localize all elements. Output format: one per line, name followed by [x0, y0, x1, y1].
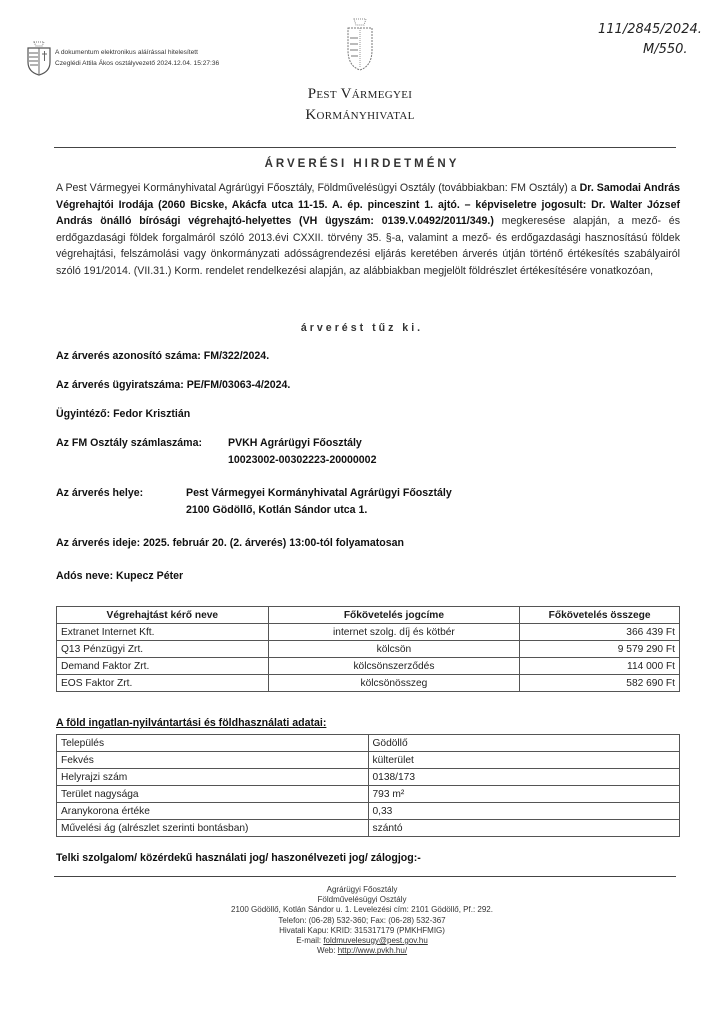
email-label: E-mail: [296, 936, 324, 946]
footer-division: Földművelésügyi Osztály [317, 895, 407, 905]
land-field-label: Település [57, 735, 369, 752]
table-row [57, 641, 680, 658]
announcement: árverést tűz ki. [300, 322, 424, 334]
claim-amount: 582 690 Ft [520, 675, 680, 692]
column-header: Főkövetelés összege [520, 607, 680, 624]
auction-date: Az árverés ideje: 2025. február 20. (2. árverés) 13:00-tól folyamatosan [56, 537, 404, 549]
claim-title: kölcsönösszeg [268, 675, 520, 692]
handwritten-sub-number: M/550. [643, 42, 688, 57]
intro-bold-text: Dr. Samodai András Végrehajtói Irodája (2060 Bicske, Akácfa utca 11-15. A. ép. pinceszint 1. ajtó. – képviseletre jogosult: Dr. Walter József András önálló bírósági végrehajtó-helyettes (VH ügyszám: 0139.V.0492/2011/349.) [56, 182, 681, 227]
case-number: Az árverés ügyiratszáma: PE/FM/03063-4/2024. [56, 379, 291, 391]
claim-title: internet szolg. díj és kötbér [268, 624, 520, 641]
table-row [57, 820, 680, 837]
footer-krid: Hivatali Kapu: KRID: 315317179 (PMKHFMIG) [279, 925, 445, 935]
handwritten-file-number: 111/2845/2024. [598, 22, 702, 37]
claim-amount: 9 579 290 Ft [520, 641, 680, 658]
table-row [57, 803, 680, 820]
land-field-value: 793 m² [368, 786, 680, 803]
footer-divider [54, 876, 676, 877]
claim-amount: 366 439 Ft [520, 624, 680, 641]
footer-department: Agrárügyi Főosztály [326, 885, 398, 894]
claim-title: kölcsön [268, 641, 520, 658]
intro-paragraph [56, 180, 680, 279]
table-row [57, 675, 680, 692]
table-row [57, 752, 680, 769]
land-field-value: 0138/173 [368, 769, 680, 786]
land-field-label: Művelési ág (alrészlet szerinti bontásban) [57, 820, 369, 837]
auction-id: Az árverés azonosító száma: FM/322/2024. [56, 350, 270, 362]
creditor-name: Demand Faktor Zrt. [57, 658, 269, 675]
esignature-line-2: Czeglédi Attila Ákos osztályvezető 2024.12.04. 15:27:36 [55, 60, 220, 67]
creditor-name: Extranet Internet Kft. [57, 624, 269, 641]
intro-text-2: megkeresése alapján, a mező- és erdőgazdasági földek forgalmáról szóló 2013.évi CXXII. törvény 35. §-a, valamint a mező- és erdőgazdasági hasznosítású földek végrehajtási, felszámolási vagy önkormányzati adósságrendezési eljárás keretében árverés útján történő értékesítés szabályairól szóló 191/2014. (VII.31.) Korm. rendelet rendelkezési alapján, az alábbiakban megjelölt földrészlet értékesítésére vonatkozóan, [56, 215, 680, 277]
administrator: Ügyintéző: Fedor Krisztián [56, 408, 191, 420]
coat-of-arms-icon [345, 16, 375, 74]
esignature-line-1: A dokumentum elektronikus aláírással hitelesített [55, 49, 198, 56]
land-field-value: külterület [368, 752, 680, 769]
agency-name [260, 84, 460, 126]
coat-of-arms-icon [26, 40, 52, 76]
footer-email [180, 936, 544, 946]
footer-contact [180, 885, 544, 956]
electronic-signature-stamp [26, 40, 219, 76]
land-field-value: 0,33 [368, 803, 680, 820]
table-row [57, 735, 680, 752]
handwritten-reference [598, 20, 702, 60]
place-label: Az árverés helye: [56, 487, 144, 499]
footer-phone: Telefon: (06-28) 532-360; Fax: (06-28) 532-367 [278, 915, 446, 925]
footer-address: 2100 Gödöllő, Kotlán Sándor u. 1. Levelezési cím: 2101 Gödöllő, Pf.: 292. [231, 905, 493, 915]
creditor-name: EOS Faktor Zrt. [57, 675, 269, 692]
web-label: Web: [316, 946, 338, 956]
header-divider [54, 147, 676, 148]
land-field-value: szántó [368, 820, 680, 837]
table-row [57, 769, 680, 786]
account-number: 10023002-00302223-20000002 [228, 454, 377, 466]
land-data-table [56, 734, 680, 837]
place-line-2: 2100 Gödöllő, Kotlán Sándor utca 1. [186, 504, 368, 516]
intro-text-1: A Pest Vármegyei Kormányhivatal Agrárügyi Főosztály, Földművelésügyi Osztály (továbbiakban: FM Osztály) a [56, 182, 580, 194]
table-row [57, 786, 680, 803]
table-row [57, 624, 680, 641]
agency-name-line-1: Pest Vármegyei [307, 86, 413, 102]
column-header: Főkövetelés jogcíme [268, 607, 520, 624]
web-link[interactable]: http://www.pvkh.hu/ [337, 946, 408, 956]
claim-title: kölcsönszerződés [268, 658, 520, 675]
claim-amount: 114 000 Ft [520, 658, 680, 675]
land-field-label: Helyrajzi szám [57, 769, 369, 786]
land-field-value: Gödöllő [368, 735, 680, 752]
table-row [57, 658, 680, 675]
account-label: Az FM Osztály számlaszáma: [56, 437, 203, 449]
encumbrances: Telki szolgalom/ közérdekű használati jog/ haszonélvezeti jog/ zálogjog:- [56, 852, 421, 864]
agency-name-line-2: Kormányhivatal [305, 107, 415, 123]
land-field-label: Aranykorona értéke [57, 803, 369, 820]
land-field-label: Fekvés [57, 752, 369, 769]
creditor-name: Q13 Pénzügyi Zrt. [57, 641, 269, 658]
land-data-caption: A föld ingatlan-nyilvántartási és földhasználati adatai: [56, 717, 327, 729]
account-name: PVKH Agrárügyi Főosztály [228, 437, 362, 449]
document-title: ÁRVERÉSI HIRDETMÉNY [264, 158, 460, 170]
footer-web [180, 946, 544, 956]
email-link[interactable]: foldmuvelesugy@pest.gov.hu [323, 936, 428, 946]
table-header-row [57, 607, 680, 624]
claims-table [56, 606, 680, 692]
debtor-name: Adós neve: Kupecz Péter [56, 570, 184, 582]
column-header: Végrehajtást kérő neve [57, 607, 269, 624]
place-line-1: Pest Vármegyei Kormányhivatal Agrárügyi Főosztály [186, 487, 452, 499]
land-field-label: Terület nagysága [57, 786, 369, 803]
